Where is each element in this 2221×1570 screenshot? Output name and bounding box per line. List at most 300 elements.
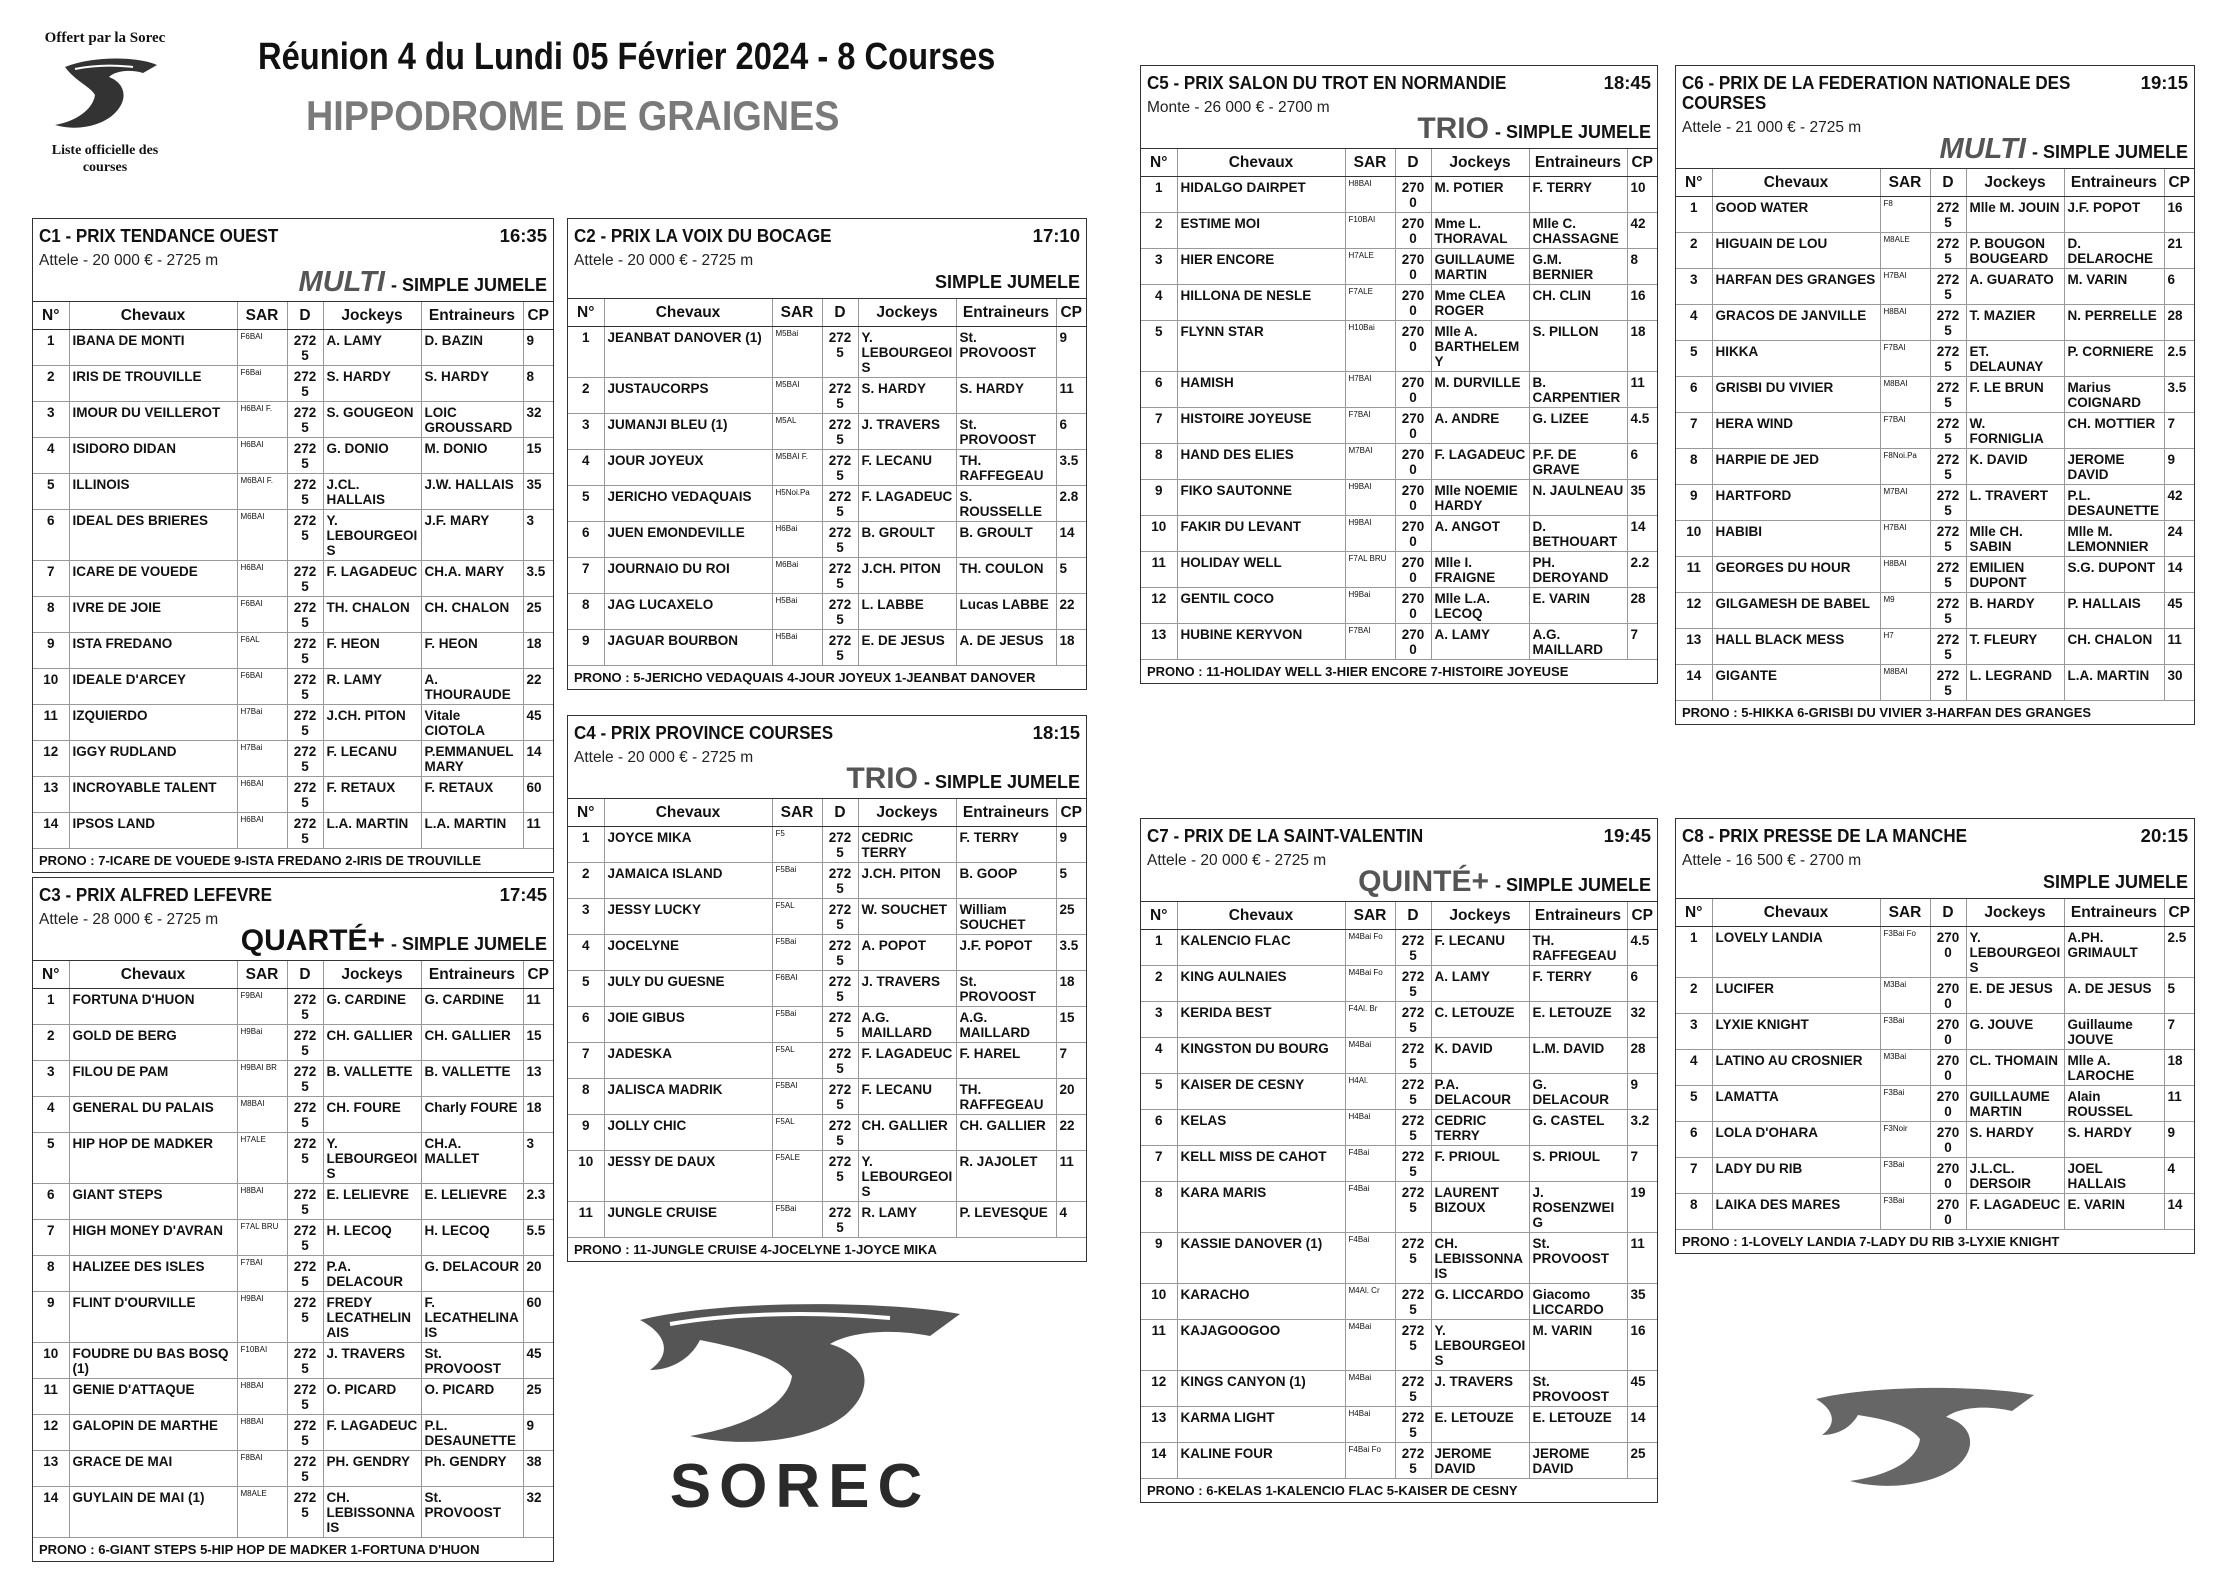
- horse-name: JAG LUCAXELO: [604, 594, 772, 630]
- sex-age-coat: H6BAI: [237, 777, 287, 813]
- runner-number: 10: [1676, 521, 1712, 557]
- jockey: L. LABBE: [858, 594, 956, 630]
- runner-number: 8: [1141, 1182, 1177, 1233]
- horse-name: JOURNAIO DU ROI: [604, 558, 772, 594]
- jockey: J. TRAVERS: [858, 971, 956, 1007]
- table-row: [1141, 1182, 1657, 1233]
- sex-age-coat: F7BAI: [1345, 408, 1395, 444]
- trainer: F. HAREL: [956, 1043, 1056, 1079]
- odds: 21: [2164, 233, 2194, 269]
- column-header: D: [287, 302, 323, 330]
- sorec-logo-small: [30, 30, 180, 176]
- runner-number: 9: [1141, 480, 1177, 516]
- horse-logo-icon: [45, 47, 165, 137]
- trainer: F. TERRY: [1529, 966, 1627, 1002]
- venue-title: HIPPODROME DE GRAIGNES: [306, 92, 840, 139]
- sex-age-coat: M6BAI: [237, 510, 287, 561]
- horse-name: FIKO SAUTONNE: [1177, 480, 1345, 516]
- race-time: 18:45: [1603, 72, 1651, 93]
- distance: 2725: [287, 366, 323, 402]
- odds: 11: [2164, 1086, 2194, 1122]
- distance: 2725: [1930, 305, 1966, 341]
- table-row: [1141, 1407, 1657, 1443]
- jockey: F. LAGADEUC: [323, 561, 421, 597]
- odds: 38: [523, 1451, 553, 1487]
- runner-number: 1: [33, 330, 69, 366]
- race-title: C1 - PRIX TENDANCE OUEST: [39, 225, 279, 246]
- table-row: [1676, 341, 2194, 377]
- column-header: N°: [1676, 899, 1712, 927]
- column-header: SAR: [772, 799, 822, 827]
- odds: 24: [2164, 521, 2194, 557]
- distance: 2700: [1395, 408, 1431, 444]
- odds: 35: [1627, 1284, 1657, 1320]
- column-header: Jockeys: [1966, 169, 2064, 197]
- odds: 32: [523, 402, 553, 438]
- column-header: Chevaux: [1712, 169, 1880, 197]
- runner-number: 5: [1676, 341, 1712, 377]
- race-prono: PRONO : 6-KELAS 1-KALENCIO FLAC 5-KAISER DE CESNY: [1147, 1483, 1518, 1498]
- horse-name: ISTA FREDANO: [69, 633, 237, 669]
- sex-age-coat: M5BAI F.: [772, 450, 822, 486]
- distance: 2725: [287, 597, 323, 633]
- jockey: E. DE JESUS: [858, 630, 956, 666]
- distance: 2725: [822, 630, 858, 666]
- column-header: D: [1930, 899, 1966, 927]
- odds: 18: [523, 1097, 553, 1133]
- trainer: S. HARDY: [956, 378, 1056, 414]
- odds: 11: [2164, 629, 2194, 665]
- trainer: O. PICARD: [421, 1379, 523, 1415]
- table-row: [33, 1415, 553, 1451]
- sex-age-coat: F5BAI: [772, 1079, 822, 1115]
- column-header: Chevaux: [69, 302, 237, 330]
- table-row: [1676, 413, 2194, 449]
- sex-age-coat: M4Bai: [1345, 1320, 1395, 1371]
- bet-types: [568, 270, 1086, 298]
- page-title: Réunion 4 du Lundi 05 Février 2024 - 8 Courses: [258, 36, 996, 78]
- trainer: B. GOOP: [956, 863, 1056, 899]
- odds: 4: [1056, 1202, 1086, 1238]
- jockey: Y. LEBOURGEOIS: [1431, 1320, 1529, 1371]
- distance: 2725: [287, 1415, 323, 1451]
- runner-number: 2: [1676, 233, 1712, 269]
- horse-name: HIDALGO DAIRPET: [1177, 177, 1345, 213]
- trainer: CH. GALLIER: [956, 1115, 1056, 1151]
- jockey: R. LAMY: [323, 669, 421, 705]
- jockey: L. TRAVERT: [1966, 485, 2064, 521]
- bet-secondary: - SIMPLE JUMELE: [390, 275, 547, 295]
- table-row: [568, 935, 1086, 971]
- column-header: N°: [33, 961, 69, 989]
- distance: 2725: [287, 474, 323, 510]
- trainer: M. VARIN: [2064, 269, 2164, 305]
- table-row: [1676, 1122, 2194, 1158]
- sex-age-coat: M4Bai Fo: [1345, 930, 1395, 966]
- trainer: M. VARIN: [1529, 1320, 1627, 1371]
- sorec-logo-corner: [1810, 1385, 2040, 1500]
- runner-number: 5: [1141, 321, 1177, 372]
- trainer: E. LETOUZE: [1529, 1407, 1627, 1443]
- trainer: A. DE JESUS: [956, 630, 1056, 666]
- runner-number: 3: [568, 899, 604, 935]
- jockey: FREDY LECATHELINAIS: [323, 1292, 421, 1343]
- trainer: J.F. MARY: [421, 510, 523, 561]
- race-prono: PRONO : 1-LOVELY LANDIA 7-LADY DU RIB 3-LYXIE KNIGHT: [1682, 1234, 2060, 1249]
- column-header: Chevaux: [1177, 149, 1345, 177]
- trainer: S. HARDY: [421, 366, 523, 402]
- horse-name: GILGAMESH DE BABEL: [1712, 593, 1880, 629]
- jockey: A. ANGOT: [1431, 516, 1529, 552]
- odds: 28: [2164, 305, 2194, 341]
- trainer: CH. CHALON: [421, 597, 523, 633]
- runner-number: 8: [33, 597, 69, 633]
- distance: 2725: [1395, 1284, 1431, 1320]
- runner-number: 2: [568, 863, 604, 899]
- race-title: C7 - PRIX DE LA SAINT-VALENTIN: [1147, 825, 1424, 846]
- distance: 2725: [287, 989, 323, 1025]
- odds: 15: [523, 1025, 553, 1061]
- trainer: F. RETAUX: [421, 777, 523, 813]
- distance: 2725: [822, 899, 858, 935]
- runner-number: 6: [1676, 1122, 1712, 1158]
- sex-age-coat: F10BAI: [237, 1343, 287, 1379]
- distance: 2725: [822, 1043, 858, 1079]
- race-card-c5: [1140, 65, 1658, 684]
- sex-age-coat: H4Bai: [1345, 1407, 1395, 1443]
- race-card-c4: [567, 715, 1087, 1262]
- trainer: P.L. DESAUNETTE: [421, 1415, 523, 1451]
- table-row: [33, 1025, 553, 1061]
- table-row: [1676, 629, 2194, 665]
- distance: 2725: [287, 741, 323, 777]
- jockey: A. GUARATO: [1966, 269, 2064, 305]
- jockey: T. FLEURY: [1966, 629, 2064, 665]
- horse-name: GIANT STEPS: [69, 1184, 237, 1220]
- distance: 2725: [287, 1451, 323, 1487]
- runner-number: 7: [1141, 1146, 1177, 1182]
- runners-table: [1676, 898, 2194, 1230]
- odds: 13: [523, 1061, 553, 1097]
- jockey: Mlle NOEMIE HARDY: [1431, 480, 1529, 516]
- trainer: TH. RAFFEGEAU: [956, 1079, 1056, 1115]
- jockey: K. DAVID: [1966, 449, 2064, 485]
- column-header: Entraineurs: [1529, 902, 1627, 930]
- horse-name: GENERAL DU PALAIS: [69, 1097, 237, 1133]
- column-header: SAR: [772, 299, 822, 327]
- table-row: [33, 1256, 553, 1292]
- sex-age-coat: F6BAI: [237, 330, 287, 366]
- jockey: Y. LEBOURGEOIS: [858, 1151, 956, 1202]
- table-row: [1141, 177, 1657, 213]
- trainer: M. DONIO: [421, 438, 523, 474]
- runner-number: 11: [33, 705, 69, 741]
- jockey: F. LAGADEUC: [1966, 1194, 2064, 1230]
- sex-age-coat: H6BAI: [237, 438, 287, 474]
- column-header: Entraineurs: [421, 961, 523, 989]
- table-row: [1676, 197, 2194, 233]
- distance: 2725: [1395, 1443, 1431, 1479]
- race-card-c8: [1675, 818, 2195, 1254]
- horse-name: KINGSTON DU BOURG: [1177, 1038, 1345, 1074]
- runner-number: 3: [33, 402, 69, 438]
- odds: 11: [1627, 1233, 1657, 1284]
- odds: 14: [2164, 1194, 2194, 1230]
- odds: 11: [523, 989, 553, 1025]
- trainer: A. DE JESUS: [2064, 978, 2164, 1014]
- distance: 2725: [1930, 449, 1966, 485]
- jockey: F. LAGADEUC: [858, 1043, 956, 1079]
- race-time: 18:15: [1032, 722, 1080, 743]
- horse-name: HARTFORD: [1712, 485, 1880, 521]
- horse-name: GIGANTE: [1712, 665, 1880, 701]
- jockey: CEDRIC TERRY: [858, 827, 956, 863]
- horse-name: JUMANJI BLEU (1): [604, 414, 772, 450]
- odds: 11: [1056, 378, 1086, 414]
- runner-number: 7: [1141, 408, 1177, 444]
- horse-name: LOLA D'OHARA: [1712, 1122, 1880, 1158]
- odds: 7: [2164, 413, 2194, 449]
- odds: 25: [523, 1379, 553, 1415]
- column-header: CP: [1056, 299, 1086, 327]
- table-row: [33, 705, 553, 741]
- odds: 3.2: [1627, 1110, 1657, 1146]
- trainer: St. PROVOOST: [1529, 1371, 1627, 1407]
- runner-number: 10: [1141, 516, 1177, 552]
- runners-table: [33, 960, 553, 1538]
- horse-name: GALOPIN DE MARTHE: [69, 1415, 237, 1451]
- horse-name: JULY DU GUESNE: [604, 971, 772, 1007]
- trainer: N. JAULNEAU: [1529, 480, 1627, 516]
- jockey: CH. FOURE: [323, 1097, 421, 1133]
- runner-number: 11: [1141, 1320, 1177, 1371]
- column-header: D: [822, 799, 858, 827]
- odds: 7: [1056, 1043, 1086, 1079]
- runner-number: 6: [1141, 1110, 1177, 1146]
- horse-name: GUYLAIN DE MAI (1): [69, 1487, 237, 1538]
- table-row: [568, 414, 1086, 450]
- horse-name: LATINO AU CROSNIER: [1712, 1050, 1880, 1086]
- table-row: [33, 366, 553, 402]
- table-row: [33, 1061, 553, 1097]
- runners-table: [1141, 901, 1657, 1479]
- runner-number: 5: [568, 971, 604, 1007]
- runner-number: 2: [1141, 213, 1177, 249]
- sex-age-coat: H9BAI: [1345, 480, 1395, 516]
- distance: 2725: [1395, 1320, 1431, 1371]
- column-header: CP: [1627, 149, 1657, 177]
- sex-age-coat: F6BAI: [237, 597, 287, 633]
- trainer: CH.A. MALLET: [421, 1133, 523, 1184]
- jockey: S. HARDY: [858, 378, 956, 414]
- runner-number: 13: [33, 1451, 69, 1487]
- runner-number: 11: [1676, 557, 1712, 593]
- runner-number: 6: [33, 510, 69, 561]
- distance: 2700: [1930, 978, 1966, 1014]
- distance: 2700: [1395, 285, 1431, 321]
- runner-number: 6: [33, 1184, 69, 1220]
- column-header: D: [1395, 149, 1431, 177]
- horse-name: HIGUAIN DE LOU: [1712, 233, 1880, 269]
- runner-number: 11: [33, 1379, 69, 1415]
- distance: 2725: [822, 1115, 858, 1151]
- runner-number: 3: [1141, 249, 1177, 285]
- table-row: [1676, 521, 2194, 557]
- sex-age-coat: F5: [772, 827, 822, 863]
- sex-age-coat: H7ALE: [1345, 249, 1395, 285]
- trainer: TH. RAFFEGEAU: [1529, 930, 1627, 966]
- column-header: SAR: [1880, 899, 1930, 927]
- table-row: [1141, 480, 1657, 516]
- horse-name: LUCIFER: [1712, 978, 1880, 1014]
- jockey: PH. GENDRY: [323, 1451, 421, 1487]
- jockey: W. SOUCHET: [858, 899, 956, 935]
- jockey: Y. LEBOURGEOIS: [323, 1133, 421, 1184]
- odds: 6: [1627, 966, 1657, 1002]
- table-row: [1141, 1074, 1657, 1110]
- runner-number: 3: [1141, 1002, 1177, 1038]
- distance: 2725: [287, 1025, 323, 1061]
- sex-age-coat: H7ALE: [237, 1133, 287, 1184]
- column-header: Chevaux: [604, 799, 772, 827]
- odds: 35: [1627, 480, 1657, 516]
- trainer: D. BAZIN: [421, 330, 523, 366]
- race-card-c1: [32, 218, 554, 873]
- sex-age-coat: H8BAI: [237, 1415, 287, 1451]
- runner-number: 3: [1676, 269, 1712, 305]
- table-row: [1676, 485, 2194, 521]
- trainer: TH. COULON: [956, 558, 1056, 594]
- horse-name: JUNGLE CRUISE: [604, 1202, 772, 1238]
- sex-age-coat: M8ALE: [1880, 233, 1930, 269]
- jockey: P.A. DELACOUR: [1431, 1074, 1529, 1110]
- distance: 2725: [287, 1133, 323, 1184]
- race-header: [1676, 66, 2194, 113]
- odds: 22: [1056, 1115, 1086, 1151]
- horse-name: LYXIE KNIGHT: [1712, 1014, 1880, 1050]
- race-title: C5 - PRIX SALON DU TROT EN NORMANDIE: [1147, 72, 1507, 93]
- jockey: CEDRIC TERRY: [1431, 1110, 1529, 1146]
- table-row: [1676, 1194, 2194, 1230]
- sex-age-coat: F3Bai Fo: [1880, 927, 1930, 978]
- runner-number: 8: [1676, 449, 1712, 485]
- jockey: P. BOUGON BOUGEARD: [1966, 233, 2064, 269]
- trainer: St. PROVOOST: [1529, 1233, 1627, 1284]
- column-header: SAR: [1345, 902, 1395, 930]
- runner-number: 7: [33, 561, 69, 597]
- odds: 2.8: [1056, 486, 1086, 522]
- runner-number: 8: [1676, 1194, 1712, 1230]
- odds: 45: [523, 1343, 553, 1379]
- distance: 2725: [1930, 233, 1966, 269]
- odds: 18: [523, 633, 553, 669]
- odds: 19: [1627, 1182, 1657, 1233]
- table-row: [568, 899, 1086, 935]
- sex-age-coat: M8BAI: [1880, 377, 1930, 413]
- jockey: J. TRAVERS: [1431, 1371, 1529, 1407]
- jockey: Y. LEBOURGEOIS: [858, 327, 956, 378]
- runner-number: 2: [33, 366, 69, 402]
- table-row: [1141, 1284, 1657, 1320]
- distance: 2725: [1930, 665, 1966, 701]
- horse-name: JAGUAR BOURBON: [604, 630, 772, 666]
- sex-age-coat: F6BAI: [772, 971, 822, 1007]
- sex-age-coat: M5AL: [772, 414, 822, 450]
- trainer: Ph. GENDRY: [421, 1451, 523, 1487]
- runner-number: 8: [33, 1256, 69, 1292]
- sex-age-coat: F6AL: [237, 633, 287, 669]
- distance: 2725: [1395, 1074, 1431, 1110]
- distance: 2725: [822, 558, 858, 594]
- column-header: N°: [33, 302, 69, 330]
- trainer: William SOUCHET: [956, 899, 1056, 935]
- odds: 60: [523, 1292, 553, 1343]
- runner-number: 11: [568, 1202, 604, 1238]
- sex-age-coat: M5Bai: [772, 327, 822, 378]
- trainer: St. PROVOOST: [421, 1487, 523, 1538]
- distance: 2725: [822, 935, 858, 971]
- jockey: CH. LEBISSONNAIS: [1431, 1233, 1529, 1284]
- distance: 2725: [822, 863, 858, 899]
- runner-number: 10: [1141, 1284, 1177, 1320]
- trainer: S. ROUSSELLE: [956, 486, 1056, 522]
- horse-name: GOLD DE BERG: [69, 1025, 237, 1061]
- jockey: Mlle CH. SABIN: [1966, 521, 2064, 557]
- horse-name: JAMAICA ISLAND: [604, 863, 772, 899]
- table-row: [1676, 593, 2194, 629]
- distance: 2700: [1930, 1014, 1966, 1050]
- jockey: O. PICARD: [323, 1379, 421, 1415]
- table-row: [33, 741, 553, 777]
- jockey: CH. GALLIER: [323, 1025, 421, 1061]
- jockey: E. LETOUZE: [1431, 1407, 1529, 1443]
- distance: 2725: [1395, 1233, 1431, 1284]
- trainer: L.M. DAVID: [1529, 1038, 1627, 1074]
- sex-age-coat: F5AL: [772, 1115, 822, 1151]
- sex-age-coat: F4Bai: [1345, 1146, 1395, 1182]
- trainer: D. DELAROCHE: [2064, 233, 2164, 269]
- odds: 9: [2164, 1122, 2194, 1158]
- runner-number: 9: [33, 633, 69, 669]
- table-row: [33, 510, 553, 561]
- distance: 2725: [822, 522, 858, 558]
- trainer: L.A. MARTIN: [2064, 665, 2164, 701]
- table-row: [1141, 1233, 1657, 1284]
- trainer: D. BETHOUART: [1529, 516, 1627, 552]
- sex-age-coat: M7BAI: [1345, 444, 1395, 480]
- horse-name: KELL MISS DE CAHOT: [1177, 1146, 1345, 1182]
- sex-age-coat: M8BAI: [237, 1097, 287, 1133]
- horse-name: IMOUR DU VEILLEROT: [69, 402, 237, 438]
- distance: 2725: [287, 1379, 323, 1415]
- odds: 16: [1627, 1320, 1657, 1371]
- distance: 2725: [287, 561, 323, 597]
- jockey: F. LECANU: [858, 1079, 956, 1115]
- distance: 2725: [1930, 485, 1966, 521]
- column-header: Chevaux: [1712, 899, 1880, 927]
- sex-age-coat: F5AL: [772, 899, 822, 935]
- table-row: [1676, 927, 2194, 978]
- trainer: P.F. DE GRAVE: [1529, 444, 1627, 480]
- horse-name: ICARE DE VOUEDE: [69, 561, 237, 597]
- table-row: [1141, 552, 1657, 588]
- trainer: F. TERRY: [1529, 177, 1627, 213]
- jockey: W. FORNIGLIA: [1966, 413, 2064, 449]
- sex-age-coat: M4Bai: [1345, 1038, 1395, 1074]
- table-row: [1676, 377, 2194, 413]
- runner-number: 7: [568, 558, 604, 594]
- odds: 9: [523, 330, 553, 366]
